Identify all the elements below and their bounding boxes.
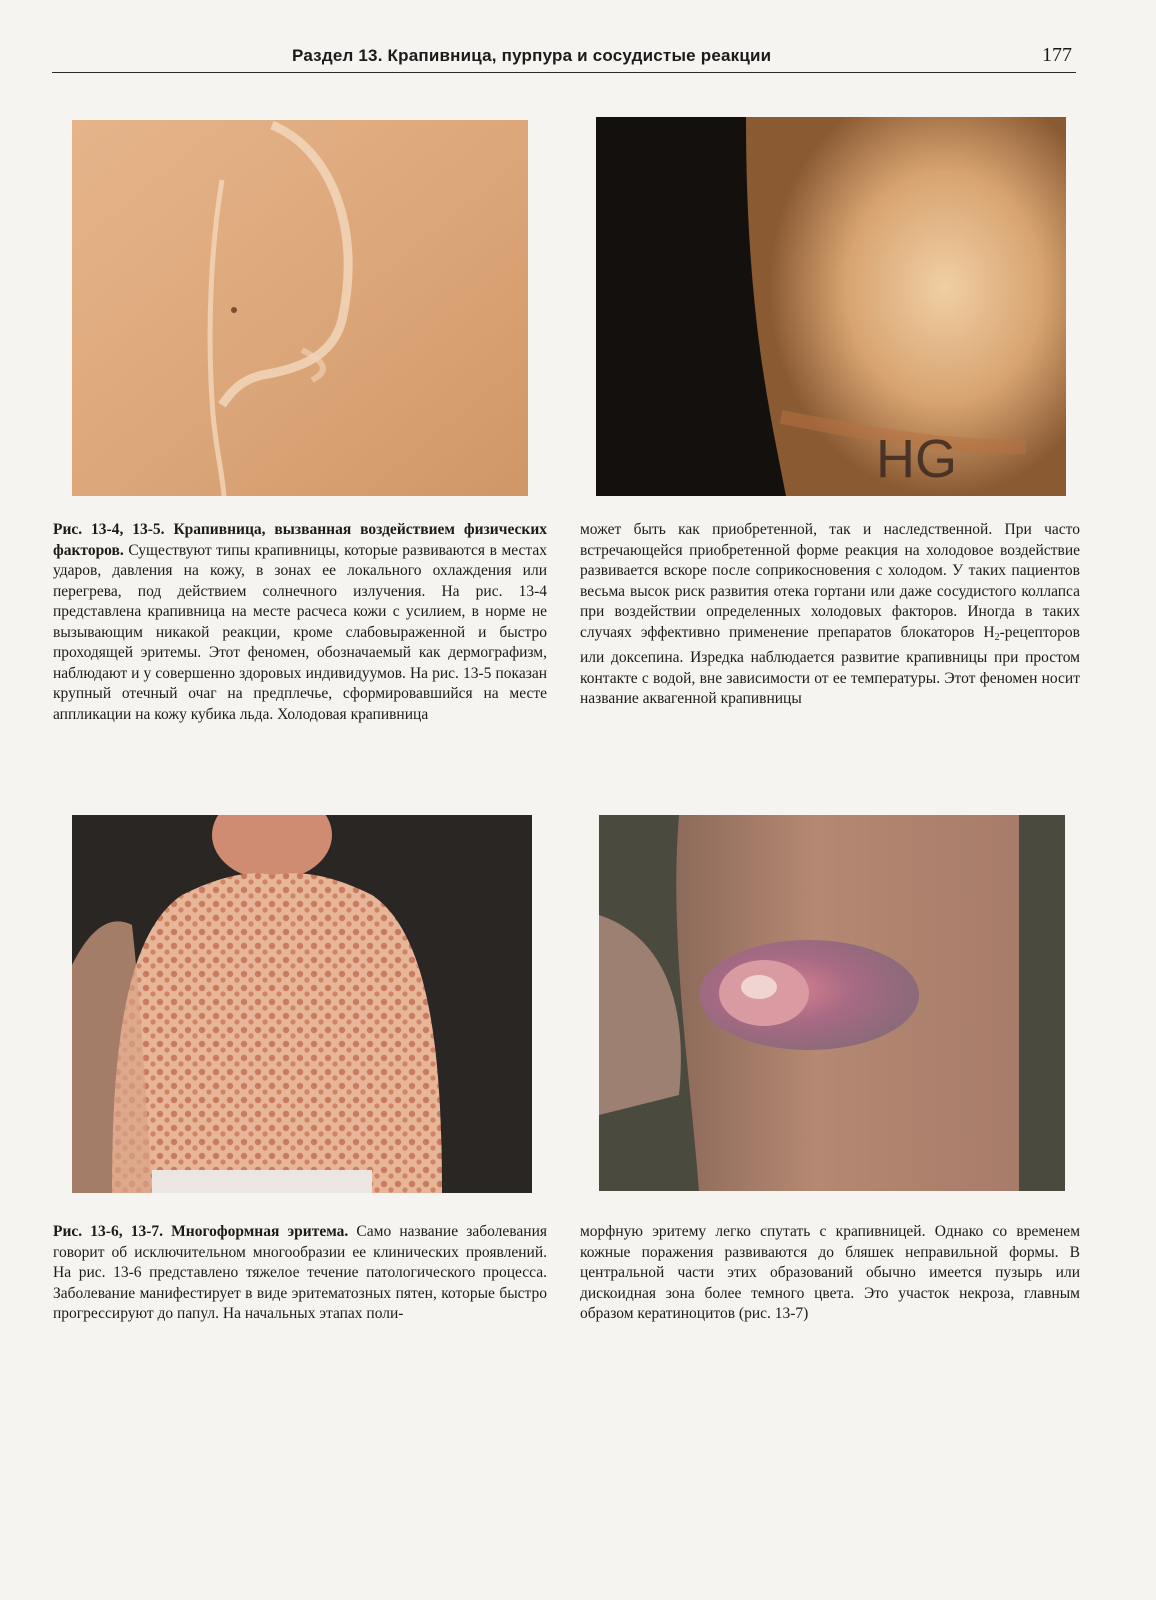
caption-bottom-left-column — [53, 1222, 547, 1325]
caption-bottom-right-column — [580, 1222, 1080, 1325]
photo-erythema-torso — [72, 815, 532, 1193]
photo-erythema-plaque — [599, 815, 1065, 1191]
subscript: 2 — [994, 631, 1000, 643]
caption-top-right-column — [580, 520, 1080, 710]
photo-cold-urticaria — [596, 117, 1066, 496]
page-number: 177 — [1042, 44, 1072, 66]
caption-lead: Рис. 13-4, 13-5. Крапивница, вызванная воздействием физических факторов. — [53, 521, 547, 559]
caption-text: может быть как приобретенной, так и наследственной. При часто встречающейся приобретенной форме реакция на холодовое воздействие развивается вскоре после соприкосновения с холодом. У таких пациентов весьма высок риск развития отека гортани или даже сосудистого коллапса при воздействии определенных холодовых факторов. Иногда в таких случаях эффективно применение препаратов блокаторов Н — [580, 521, 1080, 641]
caption-lead: Рис. 13-6, 13-7. Многоформная эритема. — [53, 1223, 349, 1240]
caption-top-left-column — [53, 520, 547, 725]
caption-text: Само название заболевания говорит об исключительном многообразии ее клинических проявлений. На рис. 13-6 представлено тяжелое течение патологического процесса. Заболевание манифестирует в виде эритематозных пятен, которые быстро прогрессируют до папул. На начальных этапах поли- — [53, 1223, 547, 1322]
section-title: Раздел 13. Крапивница, пурпура и сосудистые реакции — [292, 46, 772, 65]
dermographism-image — [72, 120, 528, 496]
running-header — [52, 44, 1076, 73]
caption-text: -рецепторов или доксепина. Изредка наблюдается развитие крапивницы при простом контакте с водой, вне зависимости от ее температуры. Этот феномен носит название аквагенной крапивницы — [580, 623, 1080, 707]
erythema-torso-image — [72, 815, 532, 1193]
photo-label-hg: HG — [876, 429, 957, 489]
caption-text: Существуют типы крапивницы, которые развиваются в местах ударов, давления на кожу, в зонах ее локального охлаждения или перегрева, под действием солнечного излучения. На рис. 13-4 представлена крапивница на месте расчеса кожи с усилием, в норме не вызывающим никакой реакции, кроме слабовыраженной и быстро проходящей эритемы. Этот феномен, обозначаемый как дермографизм, наблюдают и у совершенно здоровых индивидуумов. На рис. 13-5 показан крупный отечный очаг на предплечье, сформировавшийся на месте аппликации на кожу кубика льда. Холодовая крапивница — [53, 541, 547, 723]
erythema-plaque-image — [599, 815, 1065, 1191]
photo-dermographism — [72, 120, 528, 496]
caption-text: морфную эритему легко спутать с крапивницей. Однако со временем кожные поражения развиваются до бляшек неправильной формы. В центральной части этих образований обычно имеется пузырь или дискоидная зона более темного цвета. Это участок некроза, главным образом кератиноцитов (рис. 13-7) — [580, 1223, 1080, 1322]
cold-urticaria-image — [596, 117, 1066, 496]
